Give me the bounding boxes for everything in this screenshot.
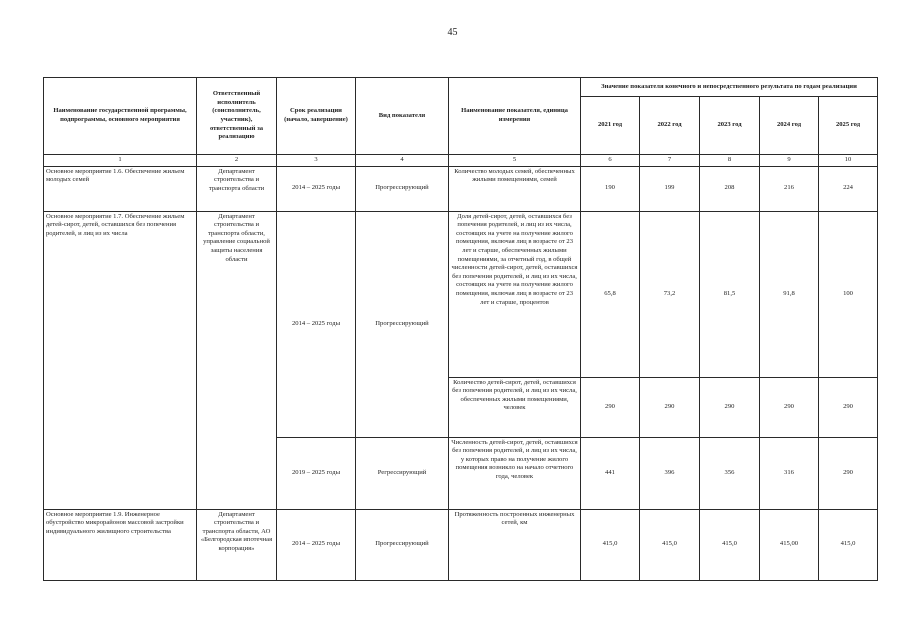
value-cell: 415,0 [700, 509, 760, 580]
column-number-row [44, 155, 878, 167]
period-cell: 2019 – 2025 годы [277, 437, 356, 509]
column-number: 1 [44, 155, 197, 167]
indicator-cell: Протяженность построенных инженерных сетей, км [449, 509, 581, 580]
value-cell: 290 [640, 377, 700, 437]
value-cell: 415,0 [819, 509, 878, 580]
responsible-cell: Департамент строительства и транспорта области, АО «Белгородская ипотечная корпорация» [197, 509, 277, 580]
kind-cell: Прогрессирующий [356, 509, 449, 580]
column-number: 4 [356, 155, 449, 167]
value-cell: 81,5 [700, 211, 760, 377]
indicators-table [43, 77, 878, 581]
indicator-cell: Количество детей-сирот, детей, оставшихся без попечения родителей, и лиц из их числа, обеспеченных жилыми помещениями, человек [449, 377, 581, 437]
value-cell: 91,8 [760, 211, 819, 377]
program-name: Основное мероприятие 1.9. Инженерное обустройство микрорайонов массовой застройки индивидуального жилищного строительства [44, 509, 197, 580]
value-cell: 441 [581, 437, 640, 509]
value-cell: 73,2 [640, 211, 700, 377]
value-cell: 208 [700, 166, 760, 211]
program-name: Основное мероприятие 1.6. Обеспечение жильем молодых семей [44, 166, 197, 211]
kind-cell: Регрессирующий [356, 437, 449, 509]
header-kind: Вид показателя [356, 78, 449, 155]
value-cell: 415,00 [760, 509, 819, 580]
column-number: 5 [449, 155, 581, 167]
column-number: 3 [277, 155, 356, 167]
column-number: 7 [640, 155, 700, 167]
header-year: 2024 год [760, 97, 819, 155]
table-row [44, 166, 878, 211]
indicator-cell: Количество молодых семей, обеспеченных жилыми помещениями, семей [449, 166, 581, 211]
value-cell: 100 [819, 211, 878, 377]
value-cell: 415,0 [640, 509, 700, 580]
value-cell: 290 [700, 377, 760, 437]
header-period: Срок реализации (начало, завершение) [277, 78, 356, 155]
kind-cell: Прогрессирующий [356, 166, 449, 211]
period-cell: 2014 – 2025 годы [277, 211, 356, 437]
table-row [44, 211, 878, 377]
value-cell: 290 [760, 377, 819, 437]
program-name: Основное мероприятие 1.7. Обеспечение жильем детей-сирот, детей, оставшихся без попечения родителей, и лиц из их числа [44, 211, 197, 509]
value-cell: 224 [819, 166, 878, 211]
responsible-cell: Департамент строительства и транспорта области, управление социальной защиты населения области [197, 211, 277, 509]
column-number: 10 [819, 155, 878, 167]
value-cell: 396 [640, 437, 700, 509]
indicator-cell: Численность детей-сирот, детей, оставшихся без попечения родителей, и лиц из их числа, у которых право на получение жилого помещения возникло на начало отчетного года, человек [449, 437, 581, 509]
header-indicator: Наименование показателя, единица измерения [449, 78, 581, 155]
value-cell: 65,8 [581, 211, 640, 377]
header-year: 2025 год [819, 97, 878, 155]
header-year: 2021 год [581, 97, 640, 155]
period-cell: 2014 – 2025 годы [277, 509, 356, 580]
value-cell: 290 [581, 377, 640, 437]
column-number: 9 [760, 155, 819, 167]
column-number: 8 [700, 155, 760, 167]
table-row [44, 509, 878, 580]
value-cell: 316 [760, 437, 819, 509]
period-cell: 2014 – 2025 годы [277, 166, 356, 211]
column-number: 6 [581, 155, 640, 167]
header-program: Наименование государственной программы, подпрограммы, основного мероприятия [44, 78, 197, 155]
responsible-cell: Департамент строительства и транспорта области [197, 166, 277, 211]
header-year: 2023 год [700, 97, 760, 155]
value-cell: 290 [819, 377, 878, 437]
page-number: 45 [447, 27, 458, 38]
value-cell: 290 [819, 437, 878, 509]
value-cell: 199 [640, 166, 700, 211]
indicator-cell: Доля детей-сирот, детей, оставшихся без попечения родителей, и лиц из их числа, состоящих на учете на получение жилого помещения, включая лиц в возрасте от 23 лет и старше, обеспеченных жилыми помещениями, за отчетный год, в общей численности детей-сирот, детей, оставшихся без попечения родителей, и лиц из их числа, состоящих на учете на получение жилого помещения, включая лиц в возрасте от 23 лет и старше, процентов [449, 211, 581, 377]
value-cell: 216 [760, 166, 819, 211]
kind-cell: Прогрессирующий [356, 211, 449, 437]
value-cell: 356 [700, 437, 760, 509]
header-year: 2022 год [640, 97, 700, 155]
value-cell: 415,0 [581, 509, 640, 580]
value-cell: 190 [581, 166, 640, 211]
header-values-group: Значение показателя конечного и непосредственного результата по годам реализации [581, 78, 878, 97]
header-row [44, 78, 878, 97]
header-responsible: Ответственный исполнитель (соисполнитель, участник), ответственный за реализацию [197, 78, 277, 155]
column-number: 2 [197, 155, 277, 167]
